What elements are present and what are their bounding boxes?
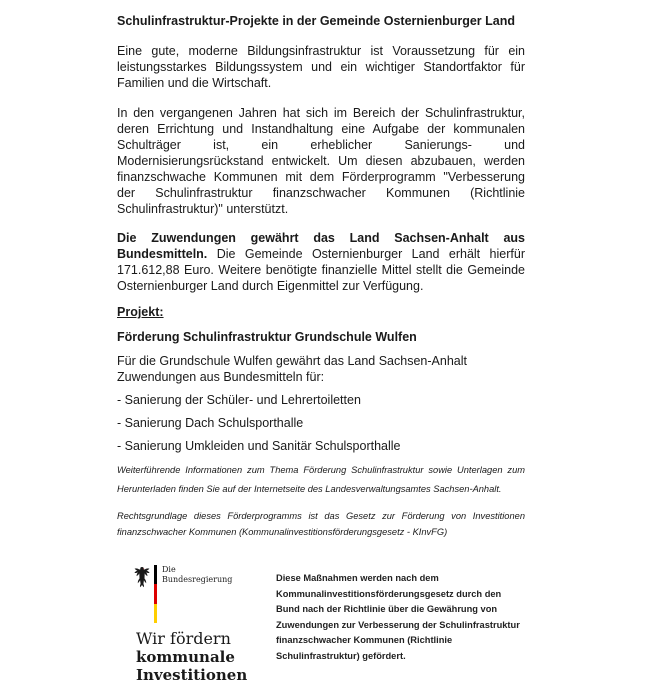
funding-statement: Diese Maßnahmen werden nach dem Kommunalinvestitionsförderungsgesetz durch den Bund nach der Richtlinie über die Gewährung von Zuwendungen zur Verbesserung der Schulinfrastruktur finanzschwacher Kommunen (Richtlinie Schulinfrastruktur) gefördert. [276, 573, 520, 661]
intro-paragraph: Eine gute, moderne Bildungsinfrastruktur ist Voraussetzung für ein leistungsstarkes Bildungssystem und ein wichtiger Standortfaktor für Familien und die Wirtschaft. [117, 44, 525, 90]
funding-text: Die Gemeinde Osternienburger Land erhält hierfür 171.612,88 Euro. Weitere benötigte finanzielle Mittel stellt die Gemeinde Osternienburger Land durch Eigenmittel zur Verfügung. [117, 247, 525, 293]
legal-note: Rechtsgrundlage dieses Förderprogramms ist das Gesetz zur Förderung von Investitionen finanzschwacher Kommunen (Kommunalinvestitionsförderungsgesetz - KInvFG) [117, 511, 525, 537]
background-paragraph: In den vergangenen Jahren hat sich im Bereich der Schulinfrastruktur, deren Errichtung und Instandhaltung eine Aufgabe der kommunalen Schulträger ist, ein erheblicher Sanierungs- und Modernisierungsrückstand entwickelt. Um diesen abzubauen, werden finanzschwache Kommunen mit dem Förderprogramm "Verbesserung der Schulinfrastruktur finanzschwacher Kommunen (Richtlinie Schulinfrastruktur)" unterstützt. [117, 106, 525, 216]
bundesregierung-wordmark: Die Bundesregierung [162, 565, 233, 584]
funding-bold-text: Die Zuwendungen gewährt das Land Sachsen-Anhalt aus Bundesmitteln. [117, 231, 525, 261]
slogan [136, 630, 247, 684]
project-heading: Projekt: [117, 305, 164, 319]
project-intro: Für die Grundschule Wulfen gewährt das Land Sachsen-Anhalt Zuwendungen aus Bundesmitteln für: [117, 354, 467, 384]
slogan-line: Investitionen [136, 666, 248, 684]
document-body [117, 13, 525, 540]
list-item: - Sanierung Dach Schulsporthalle [117, 416, 304, 430]
document-title: Schulinfrastruktur-Projekte in der Gemeinde Osternienburger Land [117, 14, 515, 28]
list-item: - Sanierung Umkleiden und Sanitär Schulsporthalle [117, 439, 401, 453]
slogan-line: kommunale [136, 648, 235, 666]
list-item: - Sanierung der Schüler- und Lehrertoiletten [117, 393, 361, 407]
german-flag-bar [154, 565, 157, 623]
project-title: Förderung Schulinfrastruktur Grundschule Wulfen [117, 330, 417, 344]
federal-eagle-icon [134, 566, 150, 588]
funding-paragraph [117, 230, 525, 294]
bundesregierung-logo [134, 562, 274, 688]
slogan-line: Wir fördern [136, 629, 231, 648]
info-note: Weiterführende Informationen zum Thema Förderung Schulinfrastruktur sowie Unterlagen zum Herunterladen finden Sie auf der Internetseite des Landesverwaltungsamtes Sachsen-Anhalt. [117, 465, 525, 494]
